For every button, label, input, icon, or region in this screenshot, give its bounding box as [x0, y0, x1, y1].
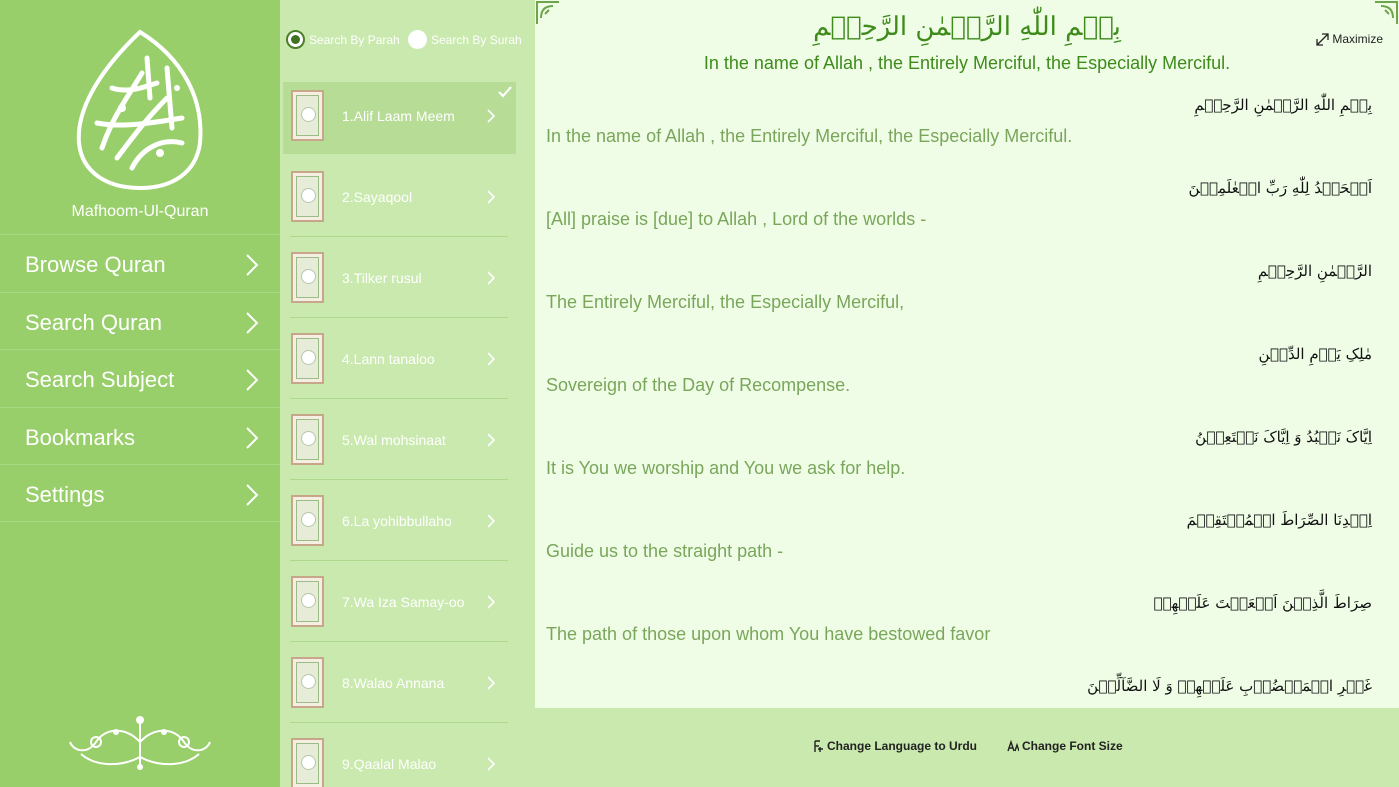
- verse-translation: The Entirely Merciful, the Especially Merciful,: [546, 292, 905, 312]
- verse-row: [535, 173, 1399, 256]
- maximize-label: Maximize: [1332, 32, 1383, 46]
- verse-arabic: صِرَاطَ الَّذِیۡنَ اَنۡعَمۡتَ عَلَیۡهِمۡ: [1153, 594, 1372, 612]
- app-name: Mafhoom-Ul-Quran: [71, 203, 209, 220]
- list-divider: [290, 236, 508, 237]
- radio-search-by-parah[interactable]: [286, 30, 400, 49]
- verse-translation: [All] praise is [due] to Allah , Lord of the worlds -: [546, 209, 927, 229]
- bismillah-english: In the name of Allah , the Entirely Merciful, the Especially Merciful.: [703, 53, 1231, 73]
- radio-unselected-icon: [408, 30, 427, 49]
- chevron-right-icon: [244, 368, 260, 392]
- verse-arabic: غَیۡرِ الۡمَغۡضُوۡبِ عَلَیۡهِمۡ وَ لَا الضَّآلِّیۡنَ: [1087, 677, 1372, 695]
- nav-settings[interactable]: [0, 464, 280, 522]
- chevron-right-icon: [486, 756, 496, 772]
- list-divider: [290, 398, 508, 399]
- verse-arabic: بِسۡمِ اللّٰهِ الرَّحۡمٰنِ الرَّحِیۡمِ: [1194, 96, 1372, 114]
- chevron-right-icon: [486, 351, 496, 367]
- chevron-right-icon: [486, 432, 496, 448]
- chevron-right-icon: [244, 311, 260, 335]
- parah-name: 1.Alif Laam Meem: [342, 108, 455, 124]
- quran-book-icon: [291, 171, 324, 222]
- quran-book-icon: [291, 90, 324, 141]
- chevron-right-icon: [244, 483, 260, 507]
- quran-book-icon: [291, 495, 324, 546]
- verse-translation: It is You we worship and You we ask for help.: [546, 458, 906, 478]
- verse-translation: In the name of Allah , the Entirely Merciful, the Especially Merciful.: [546, 126, 1073, 146]
- checkmark-icon: [497, 85, 513, 99]
- bismillah-arabic: بِسۡمِ اللّٰهِ الرَّحۡمٰنِ الرَّحِیۡمِ: [813, 12, 1121, 42]
- chevron-right-icon: [486, 108, 496, 124]
- verse-arabic: الرَّحۡمٰنِ الرَّحِیۡمِ: [1257, 262, 1372, 280]
- verse-row: [535, 422, 1399, 505]
- nav-bookmarks[interactable]: [0, 407, 280, 465]
- font-size-icon: [1007, 740, 1019, 752]
- radio-label: Search By Parah: [309, 32, 400, 47]
- verse-arabic: اِیَّاکَ نَعۡبُدُ وَ اِیَّاکَ نَسۡتَعِیۡنُ: [1195, 428, 1372, 446]
- parah-item[interactable]: [280, 566, 535, 647]
- list-divider: [290, 479, 508, 480]
- parah-list: [280, 80, 535, 787]
- parah-name: 7.Wa Iza Samay-oo: [342, 594, 465, 610]
- parah-name: 4.Lann tanaloo: [342, 351, 435, 367]
- quran-calligraphy-logo: [72, 28, 207, 193]
- parah-item[interactable]: [280, 323, 535, 404]
- parah-item[interactable]: [280, 404, 535, 485]
- quran-book-icon: [291, 414, 324, 465]
- nav-browse-quran[interactable]: [0, 234, 280, 292]
- sidebar: [0, 0, 280, 787]
- parah-name: 5.Wal mohsinaat: [342, 432, 446, 448]
- change-language-label: Change Language to Urdu: [827, 739, 977, 753]
- search-mode-group: [280, 0, 535, 78]
- floral-ornament-icon: [66, 712, 214, 772]
- parah-item[interactable]: [280, 728, 535, 787]
- verse-list: [535, 90, 1399, 754]
- quran-book-icon: [291, 576, 324, 627]
- chevron-right-icon: [486, 675, 496, 691]
- quran-book-icon: [291, 738, 324, 787]
- nav-label: Browse Quran: [25, 252, 166, 277]
- reading-pane: [535, 0, 1399, 787]
- verse-row: [535, 339, 1399, 422]
- verse-arabic: مٰلِکِ یَوۡمِ الدِّیۡنِ: [1258, 345, 1372, 363]
- verse-row: [535, 588, 1399, 671]
- chevron-right-icon: [486, 189, 496, 205]
- verse-arabic: اِهۡدِنَا الصِّرَاطَ الۡمُسۡتَقِیۡمَ: [1186, 511, 1372, 529]
- nav-search-subject[interactable]: [0, 349, 280, 407]
- parah-item[interactable]: [280, 161, 535, 242]
- parah-item[interactable]: [280, 80, 535, 161]
- maximize-button[interactable]: [1316, 32, 1383, 46]
- verse-translation: Sovereign of the Day of Recompense.: [546, 375, 851, 395]
- parah-name: 2.Sayaqool: [342, 189, 413, 205]
- quran-book-icon: [291, 252, 324, 303]
- list-divider: [290, 641, 508, 642]
- list-divider: [290, 560, 508, 561]
- bottom-app-bar: [535, 708, 1399, 787]
- nav-label: Search Subject: [25, 367, 175, 392]
- maximize-icon: [1316, 33, 1329, 46]
- nav-label: Search Quran: [25, 309, 162, 335]
- nav-label: Settings: [25, 482, 105, 507]
- parah-list-panel: [280, 0, 535, 787]
- verse-translation: The path of those upon whom You have bestowed favor: [546, 624, 991, 644]
- parah-name: 3.Tilker rusul: [342, 270, 422, 286]
- parah-name: 6.La yohibbullaho: [342, 513, 452, 529]
- parah-item[interactable]: [280, 242, 535, 323]
- nav-label: Bookmarks: [25, 424, 136, 450]
- parah-name: 8.Walao Annana: [342, 675, 445, 691]
- language-icon: [813, 740, 824, 753]
- radio-label: Search By Surah: [431, 32, 522, 47]
- verse-row: [535, 256, 1399, 339]
- list-divider: [290, 317, 508, 318]
- change-language-button[interactable]: [813, 739, 977, 753]
- parah-item[interactable]: [280, 485, 535, 566]
- chevron-right-icon: [244, 426, 260, 450]
- change-font-size-button[interactable]: [1007, 739, 1123, 753]
- quran-book-icon: [291, 657, 324, 708]
- list-divider: [290, 722, 508, 723]
- radio-selected-icon: [286, 30, 305, 49]
- main-nav: [0, 234, 280, 522]
- chevron-right-icon: [486, 513, 496, 529]
- radio-search-by-surah[interactable]: [408, 30, 522, 49]
- chevron-right-icon: [486, 270, 496, 286]
- verse-translation: Guide us to the straight path -: [546, 541, 784, 561]
- quran-book-icon: [291, 333, 324, 384]
- chevron-right-icon: [244, 253, 260, 277]
- verse-arabic: اَلۡحَمۡدُ لِلّٰهِ رَبِّ الۡعٰلَمِیۡنَ: [1188, 179, 1372, 197]
- parah-name: 9.Qaalal Malao: [342, 756, 437, 772]
- parah-item[interactable]: [280, 647, 535, 728]
- verse-row: [535, 90, 1399, 173]
- verse-row: [535, 505, 1399, 588]
- change-font-size-label: Change Font Size: [1022, 739, 1123, 753]
- chevron-right-icon: [486, 594, 496, 610]
- nav-search-quran[interactable]: [0, 292, 280, 350]
